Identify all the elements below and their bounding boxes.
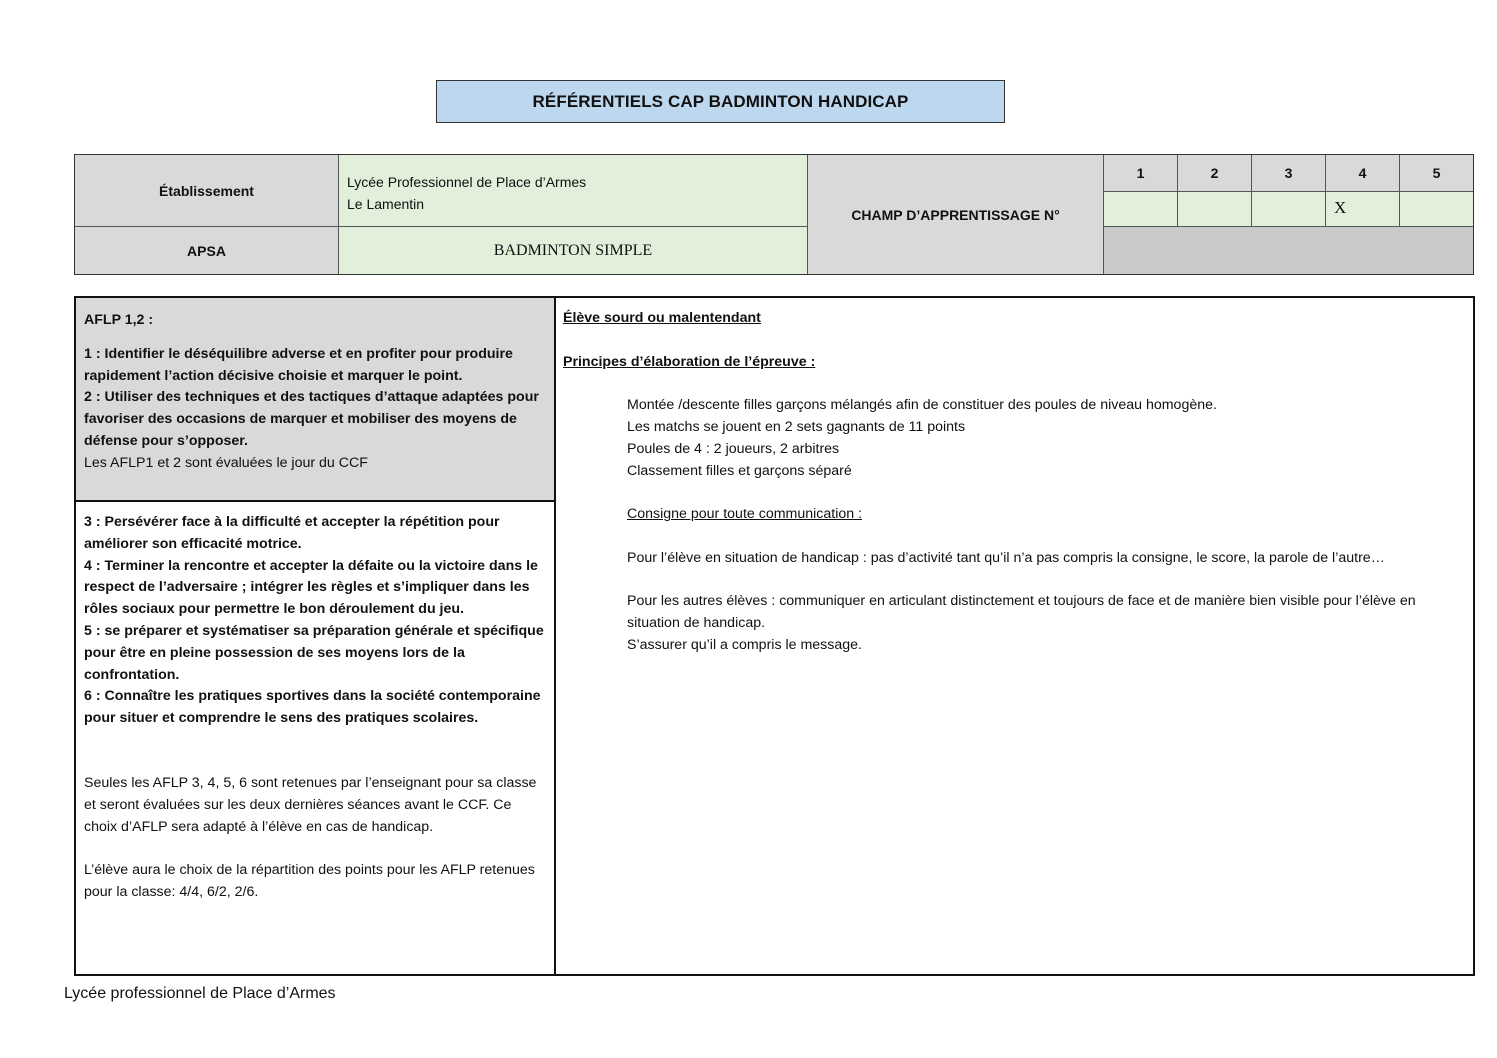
champ-mark-5 [1400,192,1473,227]
aflp-heading: AFLP 1,2 : [84,312,154,328]
principle-item: Montée /descente filles garçons mélangés afin de constituer des poules de niveau homogène. [627,397,1217,414]
champ-apprentissage-label: CHAMP D’APPRENTISSAGE N° [808,155,1104,274]
handicap-heading: Élève sourd ou malentendant [563,310,761,326]
aflp-column [76,298,556,974]
header-table [74,154,1474,275]
aflp-3-6-section [76,502,554,904]
aflp-item-1: 1 : Identifier le déséquilibre adverse et en profiter pour produire rapidement l’action décisive choisie et marquer le point. [84,345,513,384]
champ-number-1: 1 [1104,155,1178,192]
champ-mark-3 [1252,192,1326,227]
champ-mark-2 [1178,192,1252,227]
page-footer: Lycée professionnel de Place d’Armes [64,985,336,1002]
champ-number-3: 3 [1252,155,1326,192]
etablissement-name: Lycée Professionnel de Place d’Armes [347,174,587,190]
champ-number-4: 4 [1326,155,1400,192]
handicap-panel [556,298,1473,974]
consigne-handicap: Pour l’élève en situation de handicap : pas d’activité tant qu’il n’a pas compris la consigne, le score, la parole de l’autre… [627,549,1385,566]
champ-mark-1 [1104,192,1178,227]
principles-list [563,395,1466,657]
consigne-verify: S’assurer qu’il a compris le message. [627,636,862,653]
apsa-value: BADMINTON SIMPLE [339,227,808,274]
aflp-item-2: 2 : Utiliser des techniques et des tactiques d’attaque adaptées pour favoriser des occasions de marquer et mobiliser des moyens de défense pour s’opposer. [84,389,539,449]
content-table [74,296,1475,976]
aflp-item-3: 3 : Persévérer face à la difficulté et accepter la répétition pour améliorer son efficacité motrice. [84,514,500,552]
etablissement-city: Le Lamentin [347,196,425,212]
champ-number-2: 2 [1178,155,1252,192]
document-title: RÉFÉRENTIELS CAP BADMINTON HANDICAP [436,80,1005,123]
principle-item: Classement filles et garçons séparé [627,462,852,479]
empty-cell [1104,227,1473,274]
consigne-autres: Pour les autres élèves : communiquer en articulant distinctement et toujours de face et de manière bien visible pour l’élève en situation de handicap. [627,593,1416,632]
etablissement-label: Établissement [75,155,339,227]
etablissement-value [339,155,808,227]
principle-item: Les matchs se jouent en 2 sets gagnants de 11 points [627,418,966,435]
champ-mark-4: X [1326,192,1400,227]
aflp-item-4: 4 : Terminer la rencontre et accepter la défaite ou la victoire dans le respect de l’adversaire ; intégrer les règles et s’impliquer dans les rôles sociaux pour permettre le bon déroulement du jeu. [84,557,538,618]
aflp-retained-note: Seules les AFLP 3, 4, 5, 6 sont retenues par l’enseignant pour sa classe et seront évaluées sur les deux dernières séances avant le CCF. Ce choix d’AFLP sera adapté à l’élève en cas de handicap. [84,774,537,835]
principles-heading: Principes d’élaboration de l’épreuve : [563,353,816,370]
aflp-item-6: 6 : Connaître les pratiques sportives dans la société contemporaine pour situer et comprendre le sens des pratiques scolaires. [84,688,541,727]
principle-item: Poules de 4 : 2 joueurs, 2 arbitres [627,440,840,457]
aflp-points-note: L’élève aura le choix de la répartition des points pour les AFLP retenues pour la classe: 4/4, 6/2, 2/6. [84,862,535,900]
aflp-1-2-note: Les AFLP1 et 2 sont évaluées le jour du CCF [84,454,368,471]
consigne-heading: Consigne pour toute communication : [627,506,863,523]
aflp-item-5: 5 : se préparer et systématiser sa préparation générale et spécifique pour être en pleine possession de ses moyens lors de la confrontation. [84,622,544,683]
aflp-1-2-section [76,298,554,502]
champ-number-5: 5 [1400,155,1473,192]
apsa-label: APSA [75,227,339,274]
